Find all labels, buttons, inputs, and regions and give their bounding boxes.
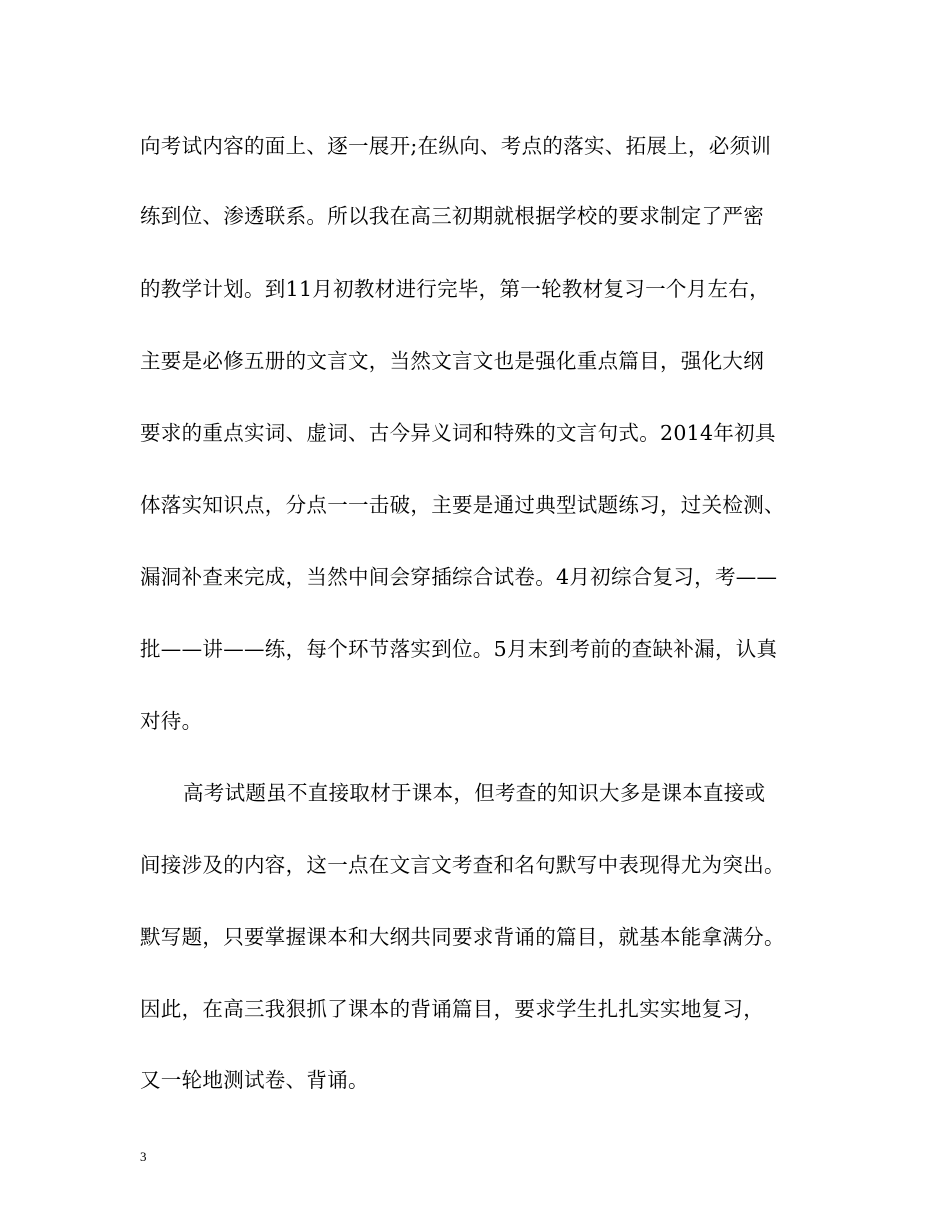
text-line: 对待。 [140,709,203,733]
text-line: 间接涉及的内容，这一点在文言文考查和名句默写中表现得尤为突出。 [140,853,785,877]
text-line: 又一轮地测试卷、背诵。 [140,1068,369,1092]
page-number: 3 [140,1149,147,1164]
paragraph-start-line: 高考试题虽不直接取材于课本，但考查的知识大多是课本直接或 [183,781,766,805]
text-line: 漏洞补查来完成，当然中间会穿插综合试卷。4月初综合复习，考—— [140,565,778,589]
text-line: 的教学计划。到11月初教材进行完毕，第一轮教材复习一个月左右， [140,277,770,301]
text-line: 批——讲——练，每个环节落实到位。5月末到考前的查缺补漏，认真 [140,637,778,661]
text-line: 练到位、渗透联系。所以我在高三初期就根据学校的要求制定了严密 [140,204,764,228]
text-line: 向考试内容的面上、逐一展开;在纵向、考点的落实、拓展上，必须训 [140,134,772,158]
text-line: 因此，在高三我狠抓了课本的背诵篇目，要求学生扎扎实实地复习， [140,997,764,1021]
text-line: 要求的重点实词、虚词、古今异义词和特殊的文言句式。2014年初具 [140,421,776,445]
text-line: 体落实知识点，分点一一击破，主要是通过典型试题练习，过关检测、 [140,493,785,517]
text-line: 默写题，只要掌握课本和大纲共同要求背诵的篇目，就基本能拿满分。 [140,925,785,949]
text-line: 主要是必修五册的文言文，当然文言文也是强化重点篇目，强化大纲 [140,349,764,373]
